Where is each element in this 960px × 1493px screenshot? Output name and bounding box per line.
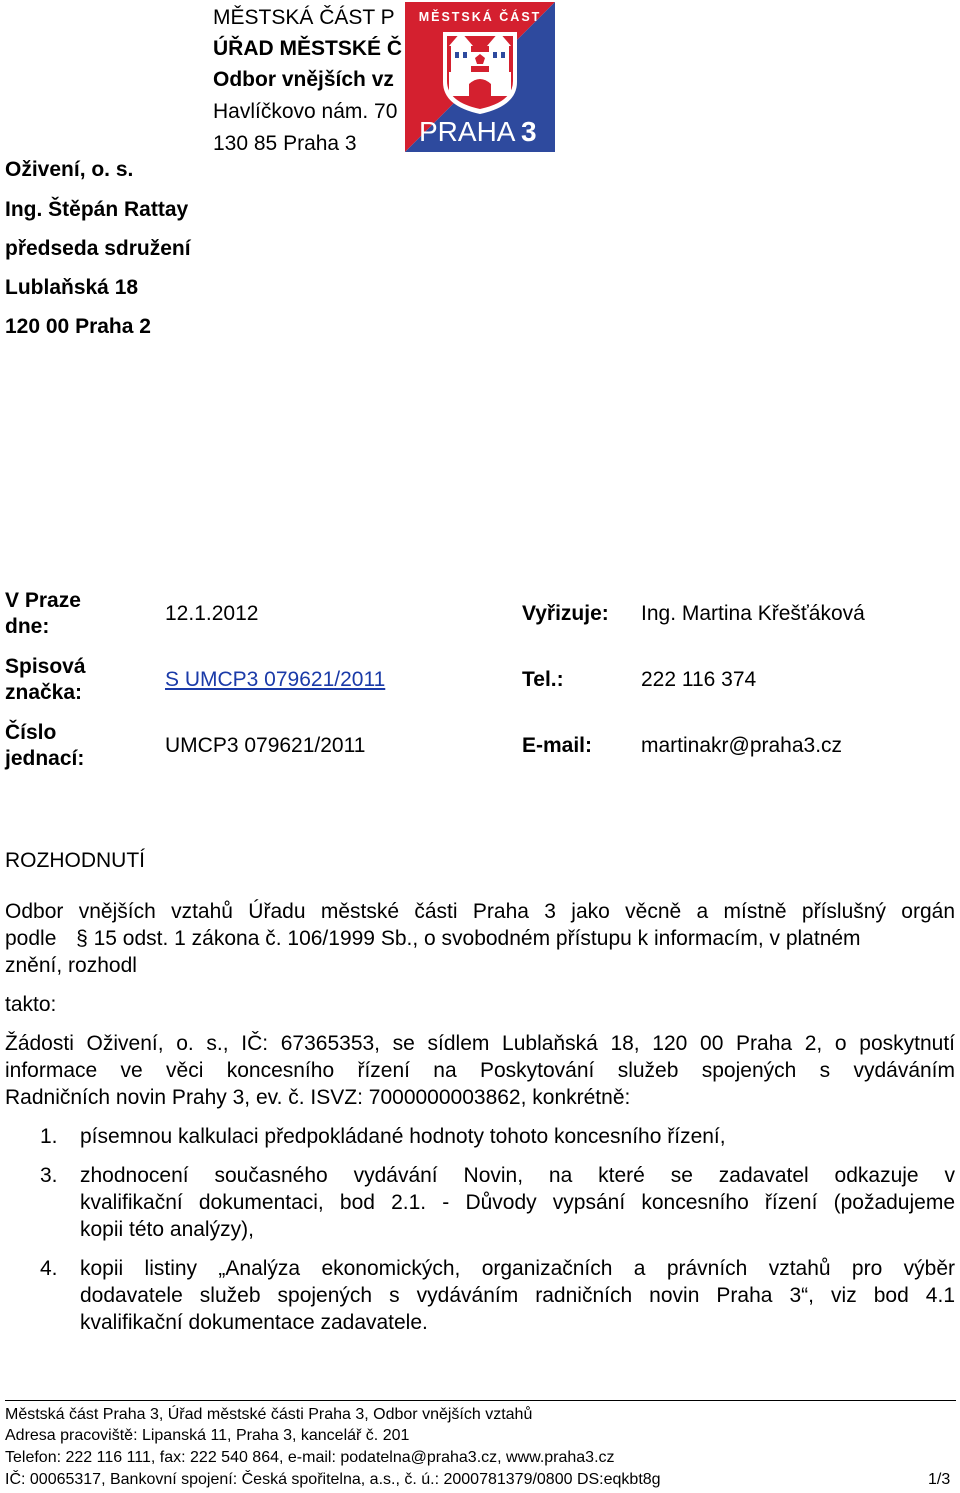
handler-label: Vyřizuje:	[522, 602, 609, 625]
sender-line-2: ÚŘAD MĚSTSKÉ Č	[213, 37, 403, 60]
item-3-line-3: kopii této analýzy),	[80, 1218, 254, 1241]
item-4-number: 4.	[40, 1257, 58, 1280]
recipient-city: 120 00 Praha 2	[5, 315, 151, 338]
item-4-line-2: dodavatele služeb spojených s vydáváním radničních novin Praha 3“, viz bod 4.1	[80, 1284, 955, 1307]
file-label-1: Spisová	[5, 655, 86, 678]
request-line-3: Radničních novin Prahy 3, ev. č. ISVZ: 7000000003862, konkrétně:	[5, 1086, 631, 1109]
intro-line-2	[5, 926, 861, 952]
ref-label-1: Číslo	[5, 721, 57, 744]
item-1-number: 1.	[40, 1125, 58, 1148]
date-label-1: V Praze	[5, 589, 81, 612]
ref-label-2: jednací:	[5, 747, 85, 770]
footer-line-3: Telefon: 222 116 111, fax: 222 540 864, e-mail: podatelna@praha3.cz, www.praha3.cz	[5, 1449, 615, 1466]
logo-bottom-text: PRAHA	[419, 116, 516, 147]
sender-line-5: 130 85 Praha 3	[213, 132, 357, 155]
item-3-number: 3.	[40, 1164, 58, 1187]
file-label-2: značka:	[5, 681, 83, 704]
item-4-line-3: kvalifikační dokumentace zadavatele.	[80, 1311, 428, 1334]
date-value: 12.1.2012	[165, 602, 259, 625]
footer-line-2: Adresa pracoviště: Lipanská 11, Praha 3, kancelář č. 201	[5, 1427, 410, 1444]
intro-line-1: Odbor vnějších vztahů Úřadu městské části Praha 3 jako věcně a místně příslušný orgán	[5, 900, 955, 923]
item-1-line-1: písemnou kalkulaci předpokládané hodnoty tohoto koncesního řízení,	[80, 1125, 726, 1148]
date-label-2: dne:	[5, 615, 50, 638]
ref-value: UMCP3 079621/2011	[165, 734, 366, 757]
recipient-person: Ing. Štěpán Rattay	[5, 198, 189, 221]
recipient-name: Oživení, o. s.	[5, 158, 134, 181]
handler-value: Ing. Martina Křešťáková	[641, 602, 865, 625]
item-3-line-1: zhodnocení současného vydávání Novin, na které se zadavatel odkazuje v	[80, 1164, 955, 1187]
item-4-line-1: kopii listiny „Analýza ekonomických, organizačních a právních vztahů pro výběr	[80, 1257, 955, 1280]
request-line-1: Žádosti Oživení, o. s., IČ: 67365353, se sídlem Lublaňská 18, 120 00 Praha 2, o poskytnutí	[5, 1032, 955, 1055]
sender-line-3: Odbor vnějších vz	[213, 68, 394, 91]
request-line-2: informace ve věci koncesního řízení na Poskytování služeb spojených s vydáváním	[5, 1059, 955, 1082]
recipient-street: Lublaňská 18	[5, 276, 139, 299]
logo-number: 3	[521, 116, 537, 147]
logo-top-text: MĚSTSKÁ ČÁST	[418, 10, 542, 24]
footer-line-4: IČ: 00065317, Bankovní spojení: Česká spořitelna, a.s., č. ú.: 2000781379/0800 DS:eqkbt8g	[5, 1471, 661, 1488]
intro-law: 15 odst. 1 zákona č. 106/1999 Sb., o svobodném přístupu k informacím, v platném	[93, 927, 861, 950]
decision-heading: ROZHODNUTÍ	[5, 849, 145, 872]
item-3-line-2: kvalifikační dokumentaci, bod 2.1. - Důvody vypsání koncesního řízení (požadujeme	[80, 1191, 955, 1214]
recipient-role: předseda sdružení	[5, 237, 191, 260]
praha3-logo	[405, 2, 555, 152]
file-number-link[interactable]: S UMCP3 079621/2011	[165, 668, 386, 691]
sender-line-4: Havlíčkovo nám. 70	[213, 100, 398, 123]
intro-podle: podle	[5, 927, 57, 950]
page-number: 1/3	[928, 1471, 951, 1488]
tel-value: 222 116 374	[641, 668, 757, 691]
footer-line-1: Městská část Praha 3, Úřad městské části Praha 3, Odbor vnějších vztahů	[5, 1406, 533, 1423]
email-label: E-mail:	[522, 734, 593, 757]
tel-label: Tel.:	[522, 668, 564, 691]
footer-divider	[5, 1400, 956, 1401]
sender-line-1: MĚSTSKÁ ČÁST P	[213, 6, 395, 29]
section-sign: §	[76, 927, 88, 950]
email-value: martinakr@praha3.cz	[641, 734, 843, 757]
takto-label: takto:	[5, 993, 57, 1016]
intro-line-3: znění, rozhodl	[5, 954, 137, 977]
